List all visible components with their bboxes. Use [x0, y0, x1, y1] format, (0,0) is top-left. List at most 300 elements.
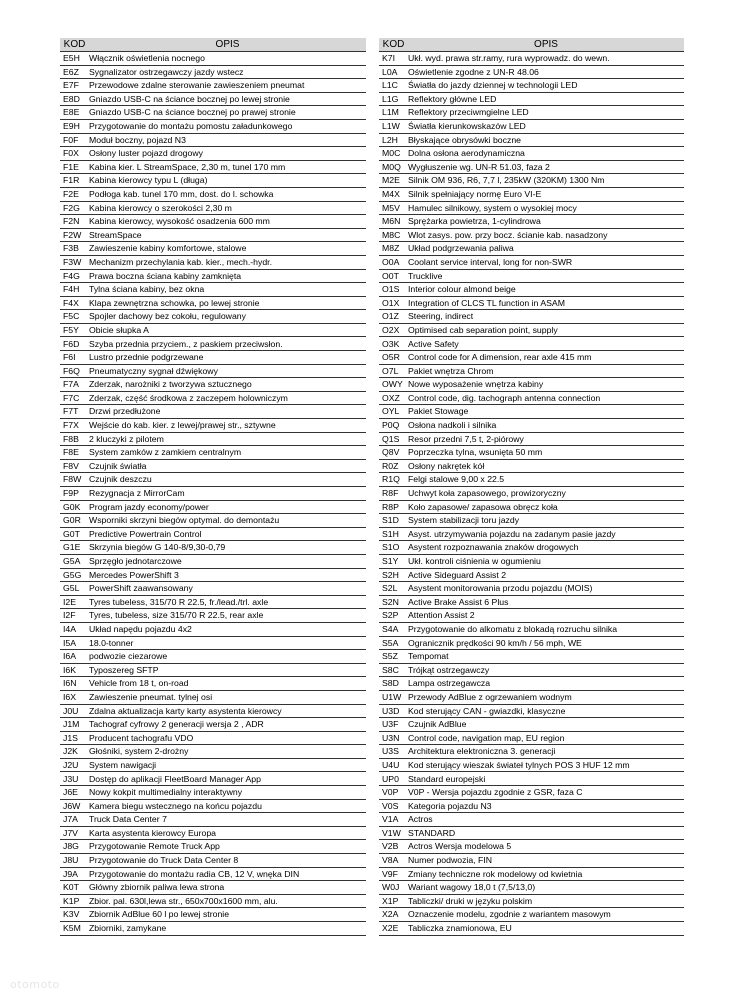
table-row	[379, 854, 684, 868]
option-description: Obicie słupka A	[87, 323, 366, 337]
table-row	[60, 473, 366, 487]
option-description: Ogranicznik prędkości 90 km/h / 56 mph, WE	[406, 636, 684, 650]
table-row	[60, 690, 366, 704]
option-description: Włącznik oświetlenia nocnego	[87, 52, 366, 66]
option-description: Karta asystenta kierowcy Europa	[87, 826, 366, 840]
option-description: Uchwyt koła zapasowego, prowizoryczny	[406, 487, 684, 501]
option-description: Control code, dig. tachograph antenna connection	[406, 391, 684, 405]
option-code: F2E	[60, 187, 87, 201]
option-description: Mechanizm przechylania kab. kier., mech.-hydr.	[87, 255, 366, 269]
option-code: S2H	[379, 568, 406, 582]
option-code: F6I	[60, 351, 87, 365]
option-code: G0K	[60, 500, 87, 514]
option-description: Zawieszenie kabiny komfortowe, stalowe	[87, 242, 366, 256]
option-code: I6A	[60, 650, 87, 664]
option-description: Przygotowanie Remote Truck App	[87, 840, 366, 854]
option-description: Osłony nakrętek kół	[406, 459, 684, 473]
option-description: Control code, navigation map, EU region	[406, 731, 684, 745]
table-row	[379, 799, 684, 813]
table-row	[379, 487, 684, 501]
table-row	[379, 174, 684, 188]
option-code: F4H	[60, 283, 87, 297]
option-description: Integration of CLCS TL function in ASAM	[406, 296, 684, 310]
option-description: Optimised cab separation point, supply	[406, 323, 684, 337]
option-code: U3N	[379, 731, 406, 745]
option-code: S5Z	[379, 650, 406, 664]
table-row	[379, 595, 684, 609]
option-description: Producent tachografu VDO	[87, 731, 366, 745]
option-code: J1S	[60, 731, 87, 745]
table-row	[379, 840, 684, 854]
option-description: Gniazdo USB-C na ściance bocznej po prawej stronie	[87, 106, 366, 120]
option-code: O0A	[379, 255, 406, 269]
option-code: S2L	[379, 582, 406, 596]
table-row	[379, 690, 684, 704]
table-row	[379, 922, 684, 936]
table-row	[60, 527, 366, 541]
column-header-kod: KOD	[60, 38, 87, 52]
table-row	[60, 419, 366, 433]
option-description: Actros	[406, 813, 684, 827]
option-code: E6Z	[60, 65, 87, 79]
option-description: Układ napędu pojazdu 4x2	[87, 622, 366, 636]
option-code: F5Y	[60, 323, 87, 337]
option-description: Tabliczki/ druki w języku polskim	[406, 894, 684, 908]
table-row	[60, 867, 366, 881]
option-description: Asystent monitorowania przodu pojazdu (MOIS)	[406, 582, 684, 596]
option-code: L0A	[379, 65, 406, 79]
option-code: K7I	[379, 52, 406, 66]
table-row	[379, 867, 684, 881]
option-code: U3F	[379, 718, 406, 732]
table-row	[60, 255, 366, 269]
table-row	[379, 378, 684, 392]
table-row	[379, 718, 684, 732]
option-description: Skrzynia biegów G 140-8/9,30-0,79	[87, 541, 366, 555]
option-code: X1P	[379, 894, 406, 908]
option-description: Moduł boczny, pojazd N3	[87, 133, 366, 147]
table-row	[60, 840, 366, 854]
table-row	[379, 459, 684, 473]
option-description: Numer podwozia, FIN	[406, 854, 684, 868]
table-row	[60, 432, 366, 446]
option-description: Drzwi przedłużone	[87, 405, 366, 419]
option-code: F4X	[60, 296, 87, 310]
option-code: E7F	[60, 79, 87, 93]
table-row	[60, 663, 366, 677]
table-row	[60, 323, 366, 337]
option-description: Active Brake Assist 6 Plus	[406, 595, 684, 609]
option-description: Vehicle from 18 t, on-road	[87, 677, 366, 691]
option-description: PowerShift zaawansowany	[87, 582, 366, 596]
option-code: J7A	[60, 813, 87, 827]
table-row	[60, 378, 366, 392]
table-row	[379, 65, 684, 79]
option-description: Wlot zasys. pow. przy bocz. ścianie kab. nasadzony	[406, 228, 684, 242]
table-row	[379, 92, 684, 106]
option-code: I6X	[60, 690, 87, 704]
option-code: L2H	[379, 133, 406, 147]
table-row	[379, 310, 684, 324]
option-code: OXZ	[379, 391, 406, 405]
option-code: F6D	[60, 337, 87, 351]
table-row	[379, 106, 684, 120]
option-description: Kod sterujący CAN - gwiazdki, klasyczne	[406, 704, 684, 718]
option-description: Przygotowanie do Truck Data Center 8	[87, 854, 366, 868]
table-row	[379, 160, 684, 174]
table-row	[60, 908, 366, 922]
option-description: Silnik spełniający normę Euro VI-E	[406, 187, 684, 201]
option-code: Q8V	[379, 446, 406, 460]
option-code: I6K	[60, 663, 87, 677]
option-code: L1M	[379, 106, 406, 120]
option-description: System zamków z zamkiem centralnym	[87, 446, 366, 460]
option-description: Czujnik AdBlue	[406, 718, 684, 732]
option-code: U3S	[379, 745, 406, 759]
table-row	[379, 908, 684, 922]
option-code: F1E	[60, 160, 87, 174]
option-code: K3V	[60, 908, 87, 922]
option-code: R8F	[379, 487, 406, 501]
option-code: S2N	[379, 595, 406, 609]
column-header-opis: OPIS	[87, 38, 366, 52]
option-code: F0X	[60, 147, 87, 161]
option-code: F8B	[60, 432, 87, 446]
option-code: W0J	[379, 881, 406, 895]
option-code: OYL	[379, 405, 406, 419]
table-row	[379, 663, 684, 677]
option-code: S8C	[379, 663, 406, 677]
table-row	[379, 745, 684, 759]
option-description: Felgi stalowe 9,00 x 22.5	[406, 473, 684, 487]
option-code: M0C	[379, 147, 406, 161]
watermark: otomoto	[10, 978, 60, 991]
option-description: Lampa ostrzegawcza	[406, 677, 684, 691]
option-description: Przewody AdBlue z ogrzewaniem wodnym	[406, 690, 684, 704]
option-code: V0P	[379, 786, 406, 800]
option-description: Zdalna aktualizacja karty karty asystenta kierowcy	[87, 704, 366, 718]
option-description: Przygotowanie do alkomatu z blokadą rozruchu silnika	[406, 622, 684, 636]
table-row	[60, 79, 366, 93]
option-code: X2E	[379, 922, 406, 936]
option-code: E9H	[60, 119, 87, 133]
option-code: E8D	[60, 92, 87, 106]
option-code: O5R	[379, 351, 406, 365]
option-description: Głośniki, system 2-drożny	[87, 745, 366, 759]
table-row	[60, 881, 366, 895]
option-description: System stabilizacji toru jazdy	[406, 514, 684, 528]
option-description: Sprzęgło jednotarczowe	[87, 554, 366, 568]
option-code: M8C	[379, 228, 406, 242]
table-row	[60, 826, 366, 840]
option-code: S5A	[379, 636, 406, 650]
option-code: G0R	[60, 514, 87, 528]
option-description: Kabina kier. L StreamSpace, 2,30 m, tunel 170 mm	[87, 160, 366, 174]
option-description: Asystent rozpoznawania znaków drogowych	[406, 541, 684, 555]
table-row	[60, 595, 366, 609]
option-code: R1Q	[379, 473, 406, 487]
option-code: J6E	[60, 786, 87, 800]
option-description: Tachograf cyfrowy 2 generacji wersja 2 , ADR	[87, 718, 366, 732]
table-row	[60, 283, 366, 297]
table-row	[379, 201, 684, 215]
option-code: L1C	[379, 79, 406, 93]
table-row	[60, 296, 366, 310]
option-description: Active Safety	[406, 337, 684, 351]
option-code: G5G	[60, 568, 87, 582]
option-code: E8E	[60, 106, 87, 120]
table-row	[60, 269, 366, 283]
table-row	[60, 65, 366, 79]
option-code: J2K	[60, 745, 87, 759]
options-table-right	[379, 38, 684, 936]
option-description: Zmiany techniczne rok modelowy od kwietnia	[406, 867, 684, 881]
table-row	[379, 473, 684, 487]
option-code: F2N	[60, 215, 87, 229]
option-description: podwozie ciezarowe	[87, 650, 366, 664]
option-code: J2U	[60, 758, 87, 772]
table-row	[60, 650, 366, 664]
table-row	[379, 731, 684, 745]
table-row	[60, 487, 366, 501]
option-description: Ukł. kontroli ciśnienia w ogumieniu	[406, 554, 684, 568]
table-row	[379, 283, 684, 297]
option-code: I2E	[60, 595, 87, 609]
option-description: Układ podgrzewania paliwa	[406, 242, 684, 256]
option-code: U1W	[379, 690, 406, 704]
table-row	[379, 446, 684, 460]
table-row	[379, 500, 684, 514]
option-description: Active Sideguard Assist 2	[406, 568, 684, 582]
option-code: F1R	[60, 174, 87, 188]
option-description: Kabina kierowcy o szerokości 2,30 m	[87, 201, 366, 215]
option-description: Steering, indirect	[406, 310, 684, 324]
table-row	[379, 147, 684, 161]
option-description: Wygłuszenie wg. UN-R 51.03, faza 2	[406, 160, 684, 174]
table-row	[379, 269, 684, 283]
option-description: Interior colour almond beige	[406, 283, 684, 297]
table-row	[379, 527, 684, 541]
options-table-left	[60, 38, 366, 936]
option-description: Klapa zewnętrzna schowka, po lewej stronie	[87, 296, 366, 310]
option-code: V8A	[379, 854, 406, 868]
option-code: F9P	[60, 487, 87, 501]
option-code: J1M	[60, 718, 87, 732]
option-code: U3D	[379, 704, 406, 718]
table-row	[379, 255, 684, 269]
table-row	[379, 391, 684, 405]
option-description: Zbiorniki, zamykane	[87, 922, 366, 936]
option-description: Resor przedni 7,5 t, 2-piórowy	[406, 432, 684, 446]
option-code: F4G	[60, 269, 87, 283]
option-description: Poprzeczka tylna, wsunięta 50 mm	[406, 446, 684, 460]
table-row	[379, 772, 684, 786]
table-row	[60, 772, 366, 786]
option-code: O7L	[379, 364, 406, 378]
option-code: V0S	[379, 799, 406, 813]
option-description: V0P - Wersja pojazdu zgodnie z GSR, faza C	[406, 786, 684, 800]
option-description: Zderzak, narożniki z tworzywa sztucznego	[87, 378, 366, 392]
table-row	[60, 541, 366, 555]
option-code: L1G	[379, 92, 406, 106]
table-row	[60, 459, 366, 473]
option-code: S1Y	[379, 554, 406, 568]
table-row	[60, 364, 366, 378]
option-description: Przewodowe zdalne sterowanie zawieszeniem pneumat	[87, 79, 366, 93]
option-description: Program jazdy economy/power	[87, 500, 366, 514]
option-description: Wsporniki skrzyni biegów optymal. do demontażu	[87, 514, 366, 528]
option-code: F7C	[60, 391, 87, 405]
option-code: G5A	[60, 554, 87, 568]
option-code: OWY	[379, 378, 406, 392]
table-row	[379, 228, 684, 242]
table-row	[379, 554, 684, 568]
table-row	[379, 677, 684, 691]
option-description: 18.0-tonner	[87, 636, 366, 650]
option-description: Hamulec silnikowy, system o wysokiej mocy	[406, 201, 684, 215]
table-row	[379, 541, 684, 555]
table-row	[60, 174, 366, 188]
option-description: Czujnik światła	[87, 459, 366, 473]
option-code: R0Z	[379, 459, 406, 473]
option-description: Kabina kierowcy typu L (długa)	[87, 174, 366, 188]
table-row	[60, 922, 366, 936]
option-description: Główny zbiornik paliwa lewa strona	[87, 881, 366, 895]
table-row	[379, 187, 684, 201]
option-description: Kabina kierowcy, wysokość osadzenia 600 mm	[87, 215, 366, 229]
option-description: StreamSpace	[87, 228, 366, 242]
table-row	[60, 554, 366, 568]
option-code: S1H	[379, 527, 406, 541]
option-code: F2W	[60, 228, 87, 242]
option-code: O0T	[379, 269, 406, 283]
table-row	[379, 133, 684, 147]
table-row	[60, 228, 366, 242]
option-code: J7V	[60, 826, 87, 840]
option-code: K0T	[60, 881, 87, 895]
option-description: Zderzak, część środkowa z zaczepem holowniczym	[87, 391, 366, 405]
option-description: Tyres, tubeless, size 315/70 R 22.5, rear axle	[87, 609, 366, 623]
option-code: F3W	[60, 255, 87, 269]
option-description: Trójkąt ostrzegawczy	[406, 663, 684, 677]
option-description: Przygotowanie do montażu radia CB, 12 V, wnęka DIN	[87, 867, 366, 881]
option-description: Reflektory główne LED	[406, 92, 684, 106]
table-row	[379, 323, 684, 337]
option-code: M4X	[379, 187, 406, 201]
option-description: Tylna ściana kabiny, bez okna	[87, 283, 366, 297]
option-code: P0Q	[379, 419, 406, 433]
option-code: F6Q	[60, 364, 87, 378]
option-code: G5L	[60, 582, 87, 596]
option-description: Kamera biegu wstecznego na końcu pojazdu	[87, 799, 366, 813]
option-description: Coolant service interval, long for non-SWR	[406, 255, 684, 269]
table-row	[60, 106, 366, 120]
option-description: Sygnalizator ostrzegawczy jazdy wstecz	[87, 65, 366, 79]
table-row	[60, 242, 366, 256]
table-row	[379, 514, 684, 528]
table-row	[379, 650, 684, 664]
table-row	[60, 215, 366, 229]
option-description: Światła kierunkowskazów LED	[406, 119, 684, 133]
table-row	[379, 242, 684, 256]
option-description: Zbior. pal. 630l,lewa str., 650x700x1600 mm, alu.	[87, 894, 366, 908]
option-description: Tyres tubeless, 315/70 R 22.5, fr./lead./trl. axle	[87, 595, 366, 609]
option-description: System nawigacji	[87, 758, 366, 772]
table-row	[60, 52, 366, 66]
option-description: Pakiet wnętrza Chrom	[406, 364, 684, 378]
table-row	[60, 609, 366, 623]
table-row	[60, 446, 366, 460]
table-row	[60, 786, 366, 800]
column-header-kod: KOD	[379, 38, 406, 52]
option-code: J6W	[60, 799, 87, 813]
option-description: Pneumatyczny sygnał dźwiękowy	[87, 364, 366, 378]
table-row	[60, 622, 366, 636]
table-row	[379, 826, 684, 840]
option-code: S1D	[379, 514, 406, 528]
table-row	[379, 786, 684, 800]
table-row	[60, 568, 366, 582]
option-description: Osłona nadkoli i silnika	[406, 419, 684, 433]
option-code: F7T	[60, 405, 87, 419]
table-row	[60, 133, 366, 147]
table-row	[379, 758, 684, 772]
option-description: Silnik OM 936, R6, 7,7 l, 235kW (320KM) 1300 Nm	[406, 174, 684, 188]
option-code: M5V	[379, 201, 406, 215]
table-row	[379, 52, 684, 66]
option-code: F7A	[60, 378, 87, 392]
table-row	[379, 215, 684, 229]
option-code: O3K	[379, 337, 406, 351]
table-row	[60, 337, 366, 351]
option-description: Mercedes PowerShift 3	[87, 568, 366, 582]
table-row	[60, 160, 366, 174]
table-row	[60, 187, 366, 201]
option-description: 2 kluczyki z pilotem	[87, 432, 366, 446]
option-description: Oświetlenie zgodne z UN-R 48.06	[406, 65, 684, 79]
table-row	[379, 704, 684, 718]
option-code: O1Z	[379, 310, 406, 324]
option-code: R8P	[379, 500, 406, 514]
table-header-row	[60, 38, 366, 52]
option-description: Błyskające obrysówki boczne	[406, 133, 684, 147]
option-description: Szyba przednia przyciem., z paskiem przeciwsłon.	[87, 337, 366, 351]
table-row	[379, 582, 684, 596]
option-description: Attention Assist 2	[406, 609, 684, 623]
option-description: Czujnik deszczu	[87, 473, 366, 487]
table-row	[379, 364, 684, 378]
option-code: M6N	[379, 215, 406, 229]
option-code: J9A	[60, 867, 87, 881]
option-description: Ukł. wyd. prawa str.ramy, rura wyprowadz. do wewn.	[406, 52, 684, 66]
option-code: I6N	[60, 677, 87, 691]
option-description: Nowe wyposażenie wnętrza kabiny	[406, 378, 684, 392]
table-row	[60, 405, 366, 419]
option-description: STANDARD	[406, 826, 684, 840]
table-row	[60, 119, 366, 133]
option-description: Predictive Powertrain Control	[87, 527, 366, 541]
option-description: Światła do jazdy dziennej w technologii LED	[406, 79, 684, 93]
table-row	[379, 419, 684, 433]
option-description: Lustro przednie podgrzewane	[87, 351, 366, 365]
option-code: V1A	[379, 813, 406, 827]
option-description: Oznaczenie modelu, zgodnie z wariantem masowym	[406, 908, 684, 922]
option-description: Zawieszenie pneumat. tylnej osi	[87, 690, 366, 704]
option-description: Dolna osłona aerodynamiczna	[406, 147, 684, 161]
table-row	[60, 894, 366, 908]
table-row	[60, 391, 366, 405]
table-row	[60, 813, 366, 827]
